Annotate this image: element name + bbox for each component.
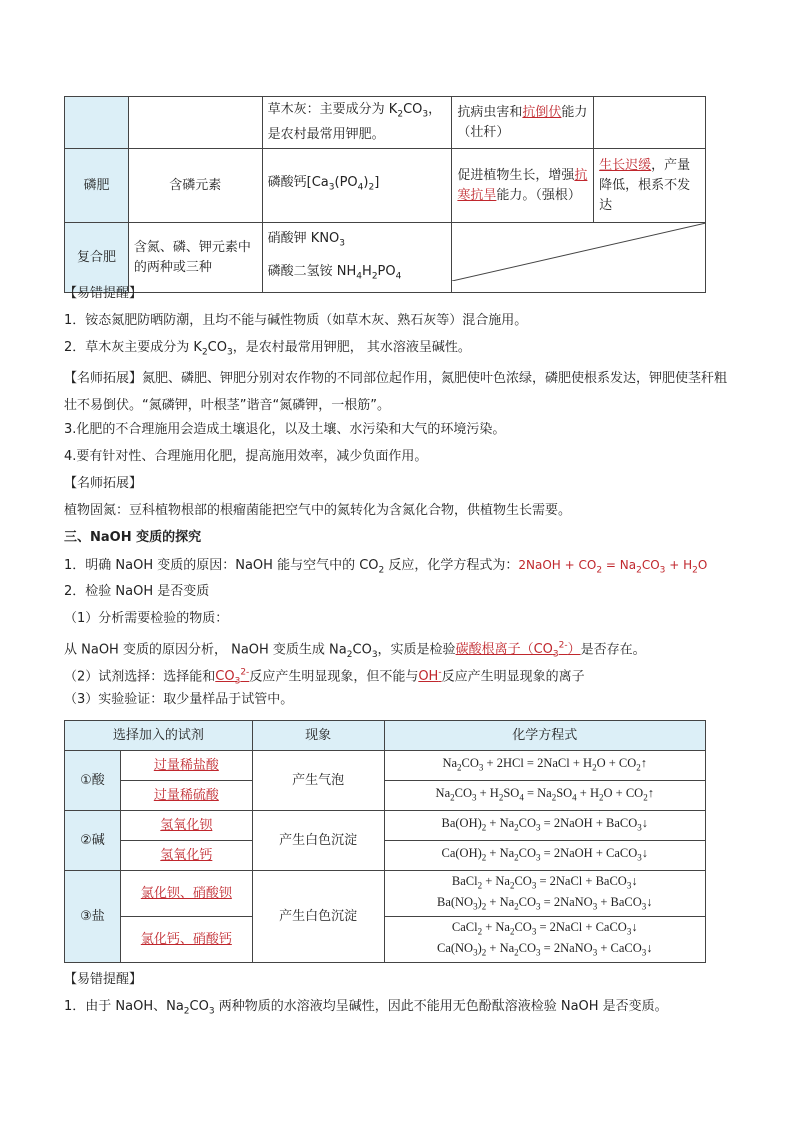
fertilizer-example: 磷酸钙$[Ca_3(PO_4)_2]$ <box>262 149 452 223</box>
table-row <box>65 871 706 917</box>
equation-baoh2: $Ba(OH)_2 + Na_2CO_3$ = 2NaOH + BaCO$_3$↓ <box>384 811 706 841</box>
error-item-naoh: 1．由于 NaOH、$Na_2CO_3$ 两种物质的水溶液均呈碱性，因此不能用无色酚酞溶液检验 NaOH 是否变质。 <box>64 999 668 1017</box>
naoh-equation: 2NaOH + $CO_2 = Na_2CO_3 + H_2O$ <box>518 558 708 576</box>
teacher-extension-1: 【名师拓展】氮肥、磷肥、钾肥分别对农作物的不同部位起作用，氮肥使叶色浓绿，磷肥使根系发达，钾肥使茎秆粗壮不易倒伏。“氮磷钾，叶根茎”谐音“氮磷钾，一根筋”。 <box>64 371 728 413</box>
teacher-heading: 【名师拓展】 <box>64 371 143 386</box>
reagent-h2so4: 过量稀硫酸 <box>153 787 219 803</box>
phenomenon-base: 产生白色沉淀 <box>252 811 384 871</box>
potash-example-cell: 草木灰：主要成分为 $K_2CO_3$，是农村最常用钾肥。 <box>262 97 452 149</box>
fertilizer-element: 含磷元素 <box>128 149 262 223</box>
header-reagent: 选择加入的试剂 <box>65 721 253 751</box>
step-2: （2）试剂选择：选择能和$CO_3^{2-}$反应产生明显现象，但不能与OH-反应产生明显现象的离子 <box>64 668 585 687</box>
equation-calcium: CaCl$_2$ + $Na_2CO_3$ = 2NaCl + CaCO$_3$↓ $Ca(NO_3)_2 + Na_2CO_3$ = 2NaNO$_3$ + CaCO$_3$↓ <box>384 917 706 963</box>
table-row <box>65 841 706 871</box>
table-row-potash <box>65 97 706 149</box>
step-1-detail: 从 NaOH 变质的原因分析， NaOH 变质生成 $Na_2CO_3$，实质是检验碳酸根离子$(CO_3^{2-})$是否存在。 <box>64 641 646 660</box>
potash-effect-cell: 抗病虫害和抗倒伏能力（壮秆） <box>452 97 594 149</box>
phenomenon-salt: 产生白色沉淀 <box>252 871 384 963</box>
teacher-item-3: 3.化肥的不合理施用会造成土壤退化，以及土壤、水污染和大气的环境污染。 <box>64 422 506 437</box>
fertilizer-type: 磷肥 <box>65 149 129 223</box>
error-item-2: 2．草木灰主要成分为 $K_2CO_3$，是农村最常用钾肥， 其水溶液呈碱性。 <box>64 340 471 358</box>
phenomenon-acid: 产生气泡 <box>252 751 384 811</box>
table-row <box>65 811 706 841</box>
equation-caoh2: $Ca(OH)_2 + Na_2CO_3$ = 2NaOH + CaCO$_3$↓ <box>384 841 706 871</box>
table-header-row <box>65 721 706 751</box>
reagent-calcium-salts: 氯化钙、硝酸钙 <box>140 931 232 947</box>
equation-h2so4: $Na_2CO_3 + H_2SO_4 = Na_2SO_4 + H_2O$ + $CO_2↑$ <box>384 781 706 811</box>
group-base: ②碱 <box>65 811 121 871</box>
table-row <box>65 917 706 963</box>
teacher-extension-2: 植物固氮：豆科植物根部的根瘤菌能把空气中的氮转化为含氮化合物，供植物生长需要。 <box>64 503 572 518</box>
teacher-heading-2: 【名师拓展】 <box>64 476 143 491</box>
error-heading-1: 【易错提醒】 <box>64 286 143 301</box>
table-row-compound <box>65 223 706 293</box>
fertilizer-element: 含氮、磷、钾元素中的两种或三种 <box>128 223 262 293</box>
reagent-baoh2: 氢氧化钡 <box>160 817 213 833</box>
step-3: （3）实验验证：取少量样品于试管中。 <box>64 692 294 707</box>
error-item-1: 1．铵态氮肥防晒防潮，且均不能与碱性物质（如草木灰、熟石灰等）混合施用。 <box>64 313 528 328</box>
fertilizer-type: 复合肥 <box>65 223 129 293</box>
fertilizer-effect: 促进植物生长，增强抗寒抗旱能力。（强根） <box>452 149 594 223</box>
fertilizer-lack-symptom: 生长迟缓，产量降低，根系不发达 <box>594 149 706 223</box>
diagonal-line <box>452 223 706 281</box>
error-heading-2: 【易错提醒】 <box>64 972 143 987</box>
header-equation: 化学方程式 <box>384 721 706 751</box>
equation-barium: BaCl$_2$ + $Na_2CO_3$ = 2NaCl + BaCO$_3$↓ $Ba(NO_3)_2 + Na_2CO_3$ = 2NaNO$_3$ + BaCO$_3$↓ <box>384 871 706 917</box>
reagent-barium-salts: 氯化钡、硝酸钡 <box>140 885 232 901</box>
check-heading: 2．检验 NaOH 是否变质 <box>64 584 210 599</box>
table-row <box>65 781 706 811</box>
reagent-caoh2: 氢氧化钙 <box>160 847 213 863</box>
section-title: 三、NaOH 变质的探究 <box>64 530 202 545</box>
header-phenomenon: 现象 <box>252 721 384 751</box>
naoh-reason: 1．明确 NaOH 变质的原因：NaOH 能与空气中的 $CO_2$ 反应，化学方程式为：2NaOH + $CO_2 = Na_2CO_3 + H_2O$ <box>64 558 708 576</box>
equation-hcl: $Na_2CO_3 + 2HCl$ = 2NaCl + $H_2O$ + $CO_2↑$ <box>384 751 706 781</box>
group-salt: ③盐 <box>65 871 121 963</box>
step-1: （1）分析需要检验的物质： <box>64 611 229 626</box>
fertilizer-example: 硝酸钾 $KNO_3$ 磷酸二氢铵 $NH_4H_2PO_4$ <box>262 223 452 293</box>
table-row <box>65 751 706 781</box>
group-acid: ①酸 <box>65 751 121 811</box>
teacher-item-4: 4.要有针对性、合理施用化肥，提高施用效率，减少负面作用。 <box>64 449 428 464</box>
reagent-table <box>64 720 706 963</box>
reagent-hcl: 过量稀盐酸 <box>153 757 219 773</box>
table-row-phosphate <box>65 149 706 223</box>
fertilizer-table <box>64 96 706 293</box>
diagonal-empty-cell <box>452 223 706 293</box>
